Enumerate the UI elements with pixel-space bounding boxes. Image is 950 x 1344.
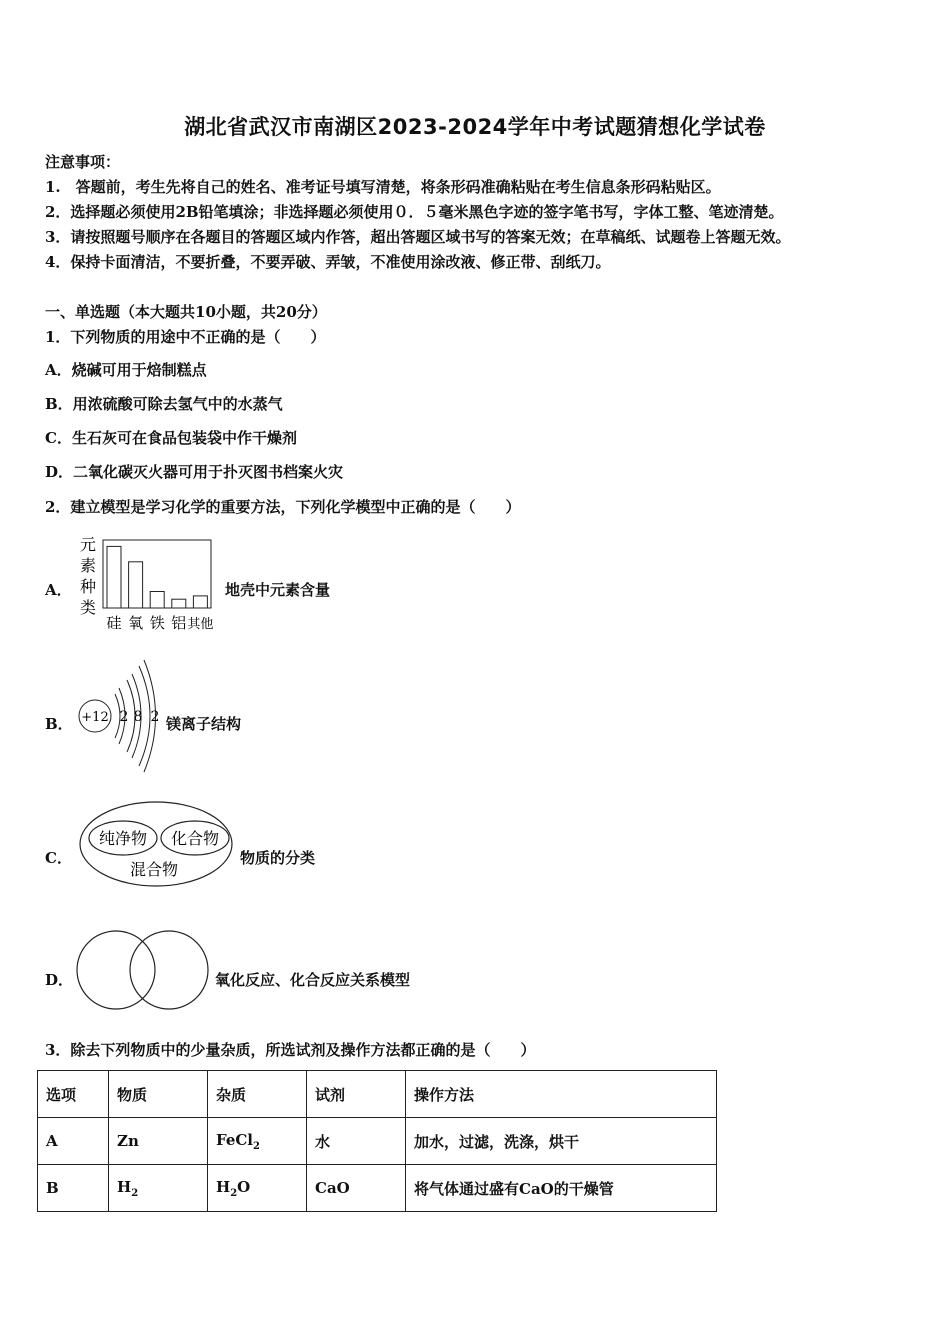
q1-option-a: A．烧碱可用于焙制糕点 <box>45 361 207 379</box>
table-header: 操作方法 <box>406 1071 717 1118</box>
table-header-row <box>38 1071 717 1118</box>
label-compound: 化合物 <box>170 829 220 848</box>
category-label: 硅 <box>106 614 122 632</box>
bar-其他 <box>193 596 207 608</box>
bar-氧 <box>129 562 143 608</box>
q2-a-caption: 地壳中元素含量 <box>225 581 331 599</box>
q2-c-letter: C． <box>45 849 72 867</box>
notice-item-1: 1. 答题前，考生先将自己的姓名、准考证号填写清楚，将条形码准确粘贴在考生信息条形码粘贴区。 <box>45 178 721 196</box>
q2-d-letter: D． <box>45 971 74 989</box>
label-mixture: 混合物 <box>129 860 179 879</box>
bar-硅 <box>107 546 121 608</box>
category-label: 铁 <box>149 614 165 632</box>
section-heading: 一、单选题（本大题共10小题，共20分） <box>45 303 327 321</box>
ylabel-char: 类 <box>79 598 97 617</box>
q3-table <box>37 1070 717 1212</box>
bar-铝 <box>172 599 186 608</box>
bar-铁 <box>150 592 164 609</box>
nucleus-charge: +12 <box>81 710 109 725</box>
q2-a-letter: A． <box>45 581 72 599</box>
table-row <box>38 1165 717 1212</box>
cell-option: A <box>38 1118 109 1165</box>
cell-substance: $H_2$ <box>109 1165 208 1212</box>
q2-b-caption: 镁离子结构 <box>166 715 242 733</box>
label-pure: 纯净物 <box>98 829 148 848</box>
ylabel-char: 素 <box>79 556 97 575</box>
magnesium-ion-diagram <box>75 658 167 774</box>
notice-heading: 注意事项： <box>45 153 121 171</box>
shell-electrons-1: 2 <box>119 709 129 725</box>
shell-electrons-3: 2 <box>150 709 160 725</box>
category-label: 氧 <box>128 614 144 632</box>
notice-item-4: 4．保持卡面清洁，不要折叠，不要弄破、弄皱，不准使用涂改液、修正带、刮纸刀。 <box>45 253 611 271</box>
venn-circle-right <box>130 931 208 1009</box>
reaction-venn-diagram <box>76 928 212 1012</box>
chart-frame <box>103 540 211 608</box>
cell-reagent: 水 <box>307 1118 406 1165</box>
ylabel-char: 元 <box>79 535 97 554</box>
category-label: 铝 <box>171 614 187 632</box>
q2-b-letter: B． <box>45 715 73 733</box>
q3-stem: 3．除去下列物质中的少量杂质，所选试剂及操作方法都正确的是（ ） <box>45 1041 536 1059</box>
q2-c-caption: 物质的分类 <box>240 849 316 867</box>
table-header: 选项 <box>38 1071 109 1118</box>
table-header: 物质 <box>109 1071 208 1118</box>
cell-impurity: $H_2O$ <box>208 1165 307 1212</box>
page-title: 湖北省武汉市南湖区2023-2024学年中考试题猜想化学试卷 <box>184 115 766 139</box>
shell-electrons-2: 8 <box>133 709 143 725</box>
q1-option-d: D．二氧化碳灭火器可用于扑灭图书档案火灾 <box>45 463 344 481</box>
cell-reagent: CaO <box>307 1165 406 1212</box>
table-header: 试剂 <box>307 1071 406 1118</box>
cell-substance: Zn <box>109 1118 208 1165</box>
cell-option: B <box>38 1165 109 1212</box>
classification-diagram <box>78 798 238 890</box>
crust-element-chart <box>75 530 225 632</box>
cell-impurity: FeCl$_2$ <box>208 1118 307 1165</box>
notice-item-3: 3．请按照题号顺序在各题目的答题区域内作答，超出答题区域书写的答案无效；在草稿纸、试题卷上答题无效。 <box>45 228 791 246</box>
q2-d-caption: 氧化反应、化合反应关系模型 <box>215 971 411 989</box>
cell-method: 将气体通过盛有CaO的干燥管 <box>406 1165 717 1212</box>
q1-stem: 1．下列物质的用途中不正确的是（ ） <box>45 328 326 346</box>
cell-method: 加水，过滤，洗涤，烘干 <box>406 1118 717 1165</box>
table-row <box>38 1118 717 1165</box>
category-label: 其他 <box>187 617 214 632</box>
notice-item-2: 2．选择题必须使用2B铅笔填涂；非选择题必须使用０．５毫米黑色字迹的签字笔书写，字体工整、笔迹清楚。 <box>45 203 784 221</box>
q1-option-c: C．生石灰可在食品包装袋中作干燥剂 <box>45 429 297 447</box>
venn-circle-left <box>77 931 155 1009</box>
ylabel-char: 种 <box>79 577 97 596</box>
q2-stem: 2．建立模型是学习化学的重要方法，下列化学模型中正确的是（ ） <box>45 498 521 516</box>
table-header: 杂质 <box>208 1071 307 1118</box>
q1-option-b: B．用浓硫酸可除去氢气中的水蒸气 <box>45 395 283 413</box>
